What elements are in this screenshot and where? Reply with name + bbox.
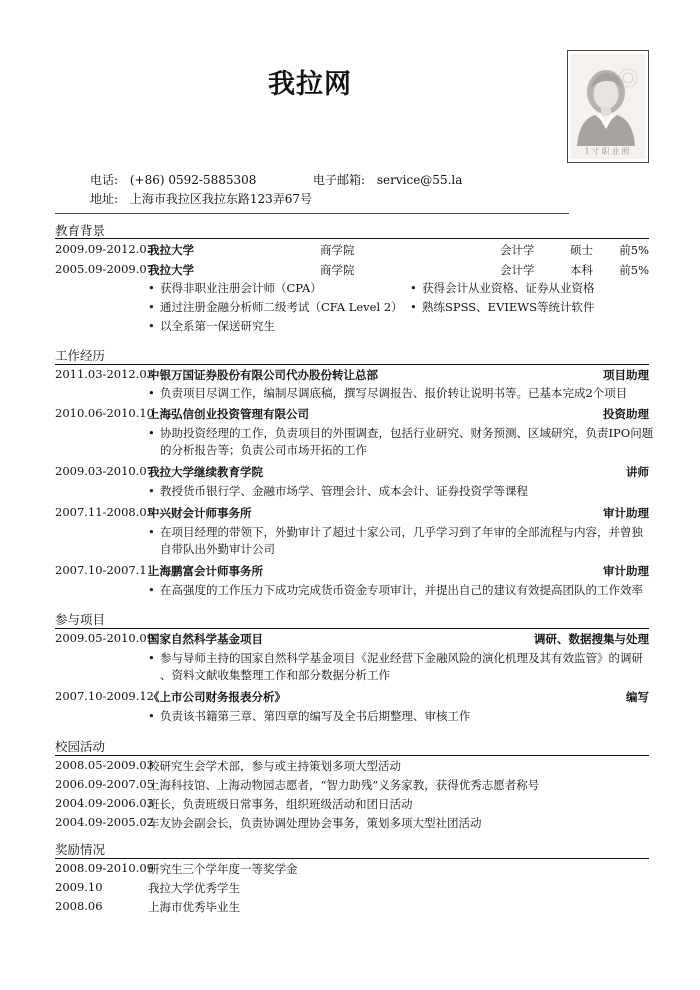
edu-major: 会计学 bbox=[500, 243, 535, 257]
campus-text: 车友协会副会长，负责协调处理协会事务，策划多项大型社团活动 bbox=[148, 816, 482, 830]
work-row bbox=[55, 563, 649, 581]
work-org: 我拉大学继续教育学院 bbox=[148, 465, 263, 479]
edu-degree: 本科 bbox=[570, 263, 593, 277]
project-row bbox=[55, 689, 649, 707]
campus-row bbox=[55, 758, 649, 776]
address-label: 地址: bbox=[90, 192, 119, 206]
campus-row bbox=[55, 815, 649, 833]
campus-text: 班长，负责班级日常事务，组织班级活动和团日活动 bbox=[148, 797, 413, 811]
work-role: 项目助理 bbox=[603, 368, 649, 382]
bullet-dot-icon: • bbox=[410, 281, 417, 295]
profile-photo bbox=[567, 50, 649, 163]
award-date: 2008.06 bbox=[55, 899, 103, 913]
section-rule bbox=[55, 628, 649, 629]
work-org: 中兴财会计师事务所 bbox=[148, 506, 252, 520]
project-date: 2009.05-2010.09 bbox=[55, 631, 154, 645]
award-text: 上海市优秀毕业生 bbox=[148, 900, 240, 914]
work-date: 2007.10-2007.11 bbox=[55, 563, 154, 577]
bullet-dot-icon: • bbox=[148, 525, 155, 539]
edu-college: 商学院 bbox=[320, 263, 355, 277]
campus-date: 2004.09-2006.03 bbox=[55, 796, 154, 810]
work-role: 投资助理 bbox=[603, 407, 649, 421]
work-date: 2011.03-2012.03 bbox=[55, 367, 154, 381]
work-bullet: • 在项目经理的带领下，外勤审计了超过十家公司，几乎学习到了年审的全部流程与内容，并曾独 自带队出外勤审计公司 bbox=[148, 525, 643, 556]
project-row bbox=[55, 631, 649, 649]
avatar-placeholder-icon bbox=[571, 54, 645, 159]
work-row bbox=[55, 464, 649, 482]
bullet-dot-icon: • bbox=[410, 300, 417, 314]
bullet-dot-icon: • bbox=[148, 281, 155, 295]
resume-name: 我拉网 bbox=[268, 69, 352, 100]
edu-rank: 前5% bbox=[619, 243, 649, 257]
award-row bbox=[55, 861, 649, 879]
phone-label: 电话: bbox=[90, 173, 119, 187]
bullet-dot-icon: • bbox=[148, 319, 155, 333]
bullet-dot-icon: • bbox=[148, 484, 155, 498]
project-bullet: • 参与导师主持的国家自然科学基金项目《泥业经营下金融风险的演化机理及其有效监管》的调研 、资料文献收集整理工作和部分数据分析工作 bbox=[148, 651, 643, 682]
award-text: 研究生三个学年度一等奖学金 bbox=[148, 862, 298, 876]
campus-text: 校研究生会学术部，参与或主持策划多项大型活动 bbox=[148, 759, 401, 773]
edu-college: 商学院 bbox=[320, 243, 355, 257]
work-date: 2007.11-2008.05 bbox=[55, 505, 154, 519]
bullet-dot-icon: • bbox=[148, 651, 155, 665]
campus-row bbox=[55, 777, 649, 795]
project-bullet: • 负责该书籍第三章、第四章的编写及全书后期整理、审核工作 bbox=[148, 709, 471, 723]
section-title-campus: 校园活动 bbox=[55, 739, 106, 754]
edu-date: 2005.09-2009.07 bbox=[55, 262, 154, 276]
campus-date: 2008.05-2009.03 bbox=[55, 758, 154, 772]
section-rule bbox=[55, 755, 649, 756]
award-text: 我拉大学优秀学生 bbox=[148, 881, 240, 895]
phone-line bbox=[90, 171, 256, 188]
bullet-dot-icon: • bbox=[148, 386, 155, 400]
edu-degree: 硕士 bbox=[570, 243, 593, 257]
work-bullet: • 协助投资经理的工作，负责项目的外围调查，包括行业研究、财务预测、区域研究，负责IPO问题 的分析报告等；负责公司市场开拓的工作 bbox=[148, 426, 654, 457]
education-row bbox=[55, 242, 649, 260]
section-rule bbox=[55, 238, 649, 239]
email-value[interactable]: service@55.la bbox=[376, 173, 463, 187]
work-org: 上海弘信创业投资管理有限公司 bbox=[148, 407, 309, 421]
work-bullet: • 教授货币银行学、金融市场学、管理会计、成本会计、证券投资学等课程 bbox=[148, 484, 528, 498]
header-divider bbox=[55, 213, 569, 214]
edu-bullet: • 以全系第一保送研究生 bbox=[148, 319, 275, 333]
project-role: 编写 bbox=[626, 690, 649, 704]
project-date: 2007.10-2009.12 bbox=[55, 689, 154, 703]
edu-bullet: • 获得非职业注册会计师（CPA） bbox=[148, 281, 322, 295]
photo-caption: 1寸职业照 bbox=[584, 147, 632, 156]
work-org: 中银万国证券股份有限公司代办股份转让总部 bbox=[148, 368, 378, 382]
work-role: 审计助理 bbox=[603, 506, 649, 520]
edu-bullet: • 获得会计从业资格、证券从业资格 bbox=[410, 281, 595, 295]
address-value: 上海市我拉区我拉东路123弄67号 bbox=[129, 192, 313, 206]
campus-row bbox=[55, 796, 649, 814]
work-date: 2009.03-2010.07 bbox=[55, 464, 154, 478]
edu-school: 我拉大学 bbox=[148, 263, 194, 277]
award-row bbox=[55, 899, 649, 917]
project-name: 国家自然科学基金项目 bbox=[148, 632, 263, 646]
project-role: 调研、数据搜集与处理 bbox=[534, 632, 649, 646]
award-date: 2008.09-2010.09 bbox=[55, 861, 154, 875]
award-row bbox=[55, 880, 649, 898]
section-title-projects: 参与项目 bbox=[55, 612, 106, 627]
address-line bbox=[90, 190, 312, 207]
project-name: 《上市公司财务报表分析》 bbox=[148, 690, 286, 704]
education-row bbox=[55, 262, 649, 280]
work-org: 上海鹏富会计师事务所 bbox=[148, 564, 263, 578]
bullet-dot-icon: • bbox=[148, 583, 155, 597]
edu-bullet: • 通过注册金融分析师二级考试（CFA Level 2） bbox=[148, 300, 403, 314]
work-row bbox=[55, 367, 649, 385]
edu-date: 2009.09-2012.03 bbox=[55, 242, 154, 256]
campus-date: 2004.09-2005.02 bbox=[55, 815, 154, 829]
section-rule bbox=[55, 364, 649, 365]
bullet-dot-icon: • bbox=[148, 426, 155, 440]
work-row bbox=[55, 406, 649, 424]
phone-value: (+86) 0592-5885308 bbox=[129, 173, 257, 187]
email-line bbox=[313, 171, 462, 188]
bullet-dot-icon: • bbox=[148, 300, 155, 314]
edu-major: 会计学 bbox=[500, 263, 535, 277]
section-title-education: 教育背景 bbox=[55, 223, 106, 238]
edu-bullet: • 熟练SPSS、EVIEWS等统计软件 bbox=[410, 300, 595, 314]
edu-school: 我拉大学 bbox=[148, 243, 194, 257]
campus-text: 上海科技馆、上海动物园志愿者，“智力助残”义务家教，获得优秀志愿者称号 bbox=[148, 778, 540, 792]
work-row bbox=[55, 505, 649, 523]
campus-date: 2006.09-2007.05 bbox=[55, 777, 154, 791]
work-date: 2010.06-2010.10 bbox=[55, 406, 154, 420]
award-date: 2009.10 bbox=[55, 880, 103, 894]
section-rule bbox=[55, 858, 649, 859]
work-role: 审计助理 bbox=[603, 564, 649, 578]
email-label: 电子邮箱: bbox=[313, 173, 366, 187]
work-bullet: • 在高强度的工作压力下成功完成货币资金专项审计，并提出自己的建议有效提高团队的工作效率 bbox=[148, 583, 643, 597]
section-title-work: 工作经历 bbox=[55, 348, 106, 363]
work-bullet: • 负责项目尽调工作，编制尽调底稿，撰写尽调报告、报价转让说明书等。已基本完成2个项目 bbox=[148, 386, 628, 400]
work-role: 讲师 bbox=[626, 465, 649, 479]
bullet-dot-icon: • bbox=[148, 709, 155, 723]
section-title-awards: 奖励情况 bbox=[55, 842, 106, 857]
edu-rank: 前5% bbox=[619, 263, 649, 277]
